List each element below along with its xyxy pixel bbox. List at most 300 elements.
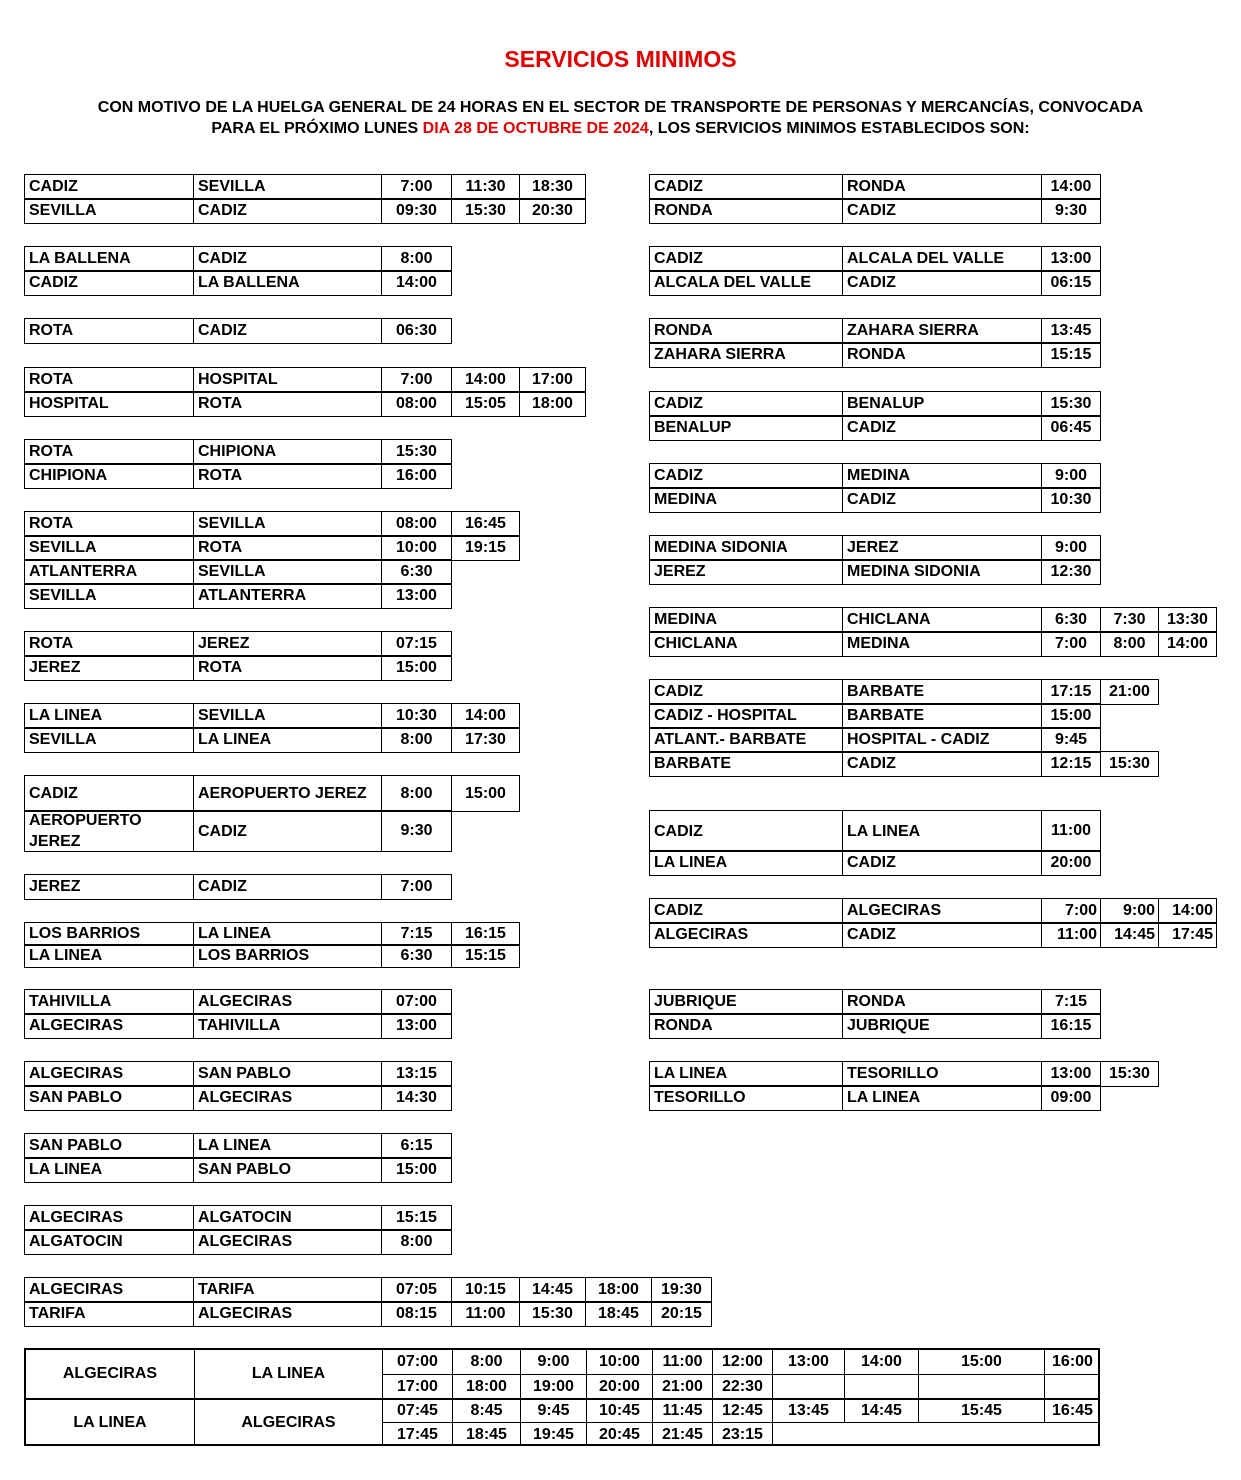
departure-time: 13:00 — [1050, 1065, 1092, 1082]
departure-time: 16:45 — [1052, 1402, 1093, 1419]
departure-time-cell — [381, 990, 451, 1014]
route-row — [24, 1157, 452, 1183]
departure-time: 8:00 — [400, 731, 433, 748]
route-row — [649, 810, 1101, 852]
departure-time-cell — [1041, 199, 1100, 223]
departure-time: 10:45 — [599, 1402, 640, 1419]
departure-time-cell — [1044, 1350, 1100, 1374]
destination-cell — [193, 560, 381, 584]
departure-time: 13:45 — [788, 1402, 829, 1419]
empty-cell — [918, 1374, 1044, 1398]
departure-time-cell — [651, 1302, 711, 1326]
destination: BARBATE — [847, 707, 925, 724]
origin-cell — [650, 752, 842, 776]
destination: LA LINEA — [198, 1137, 272, 1154]
departure-time: 20:15 — [661, 1305, 702, 1322]
origin-cell — [650, 319, 842, 343]
departure-time-cell — [452, 1398, 520, 1422]
origin-cell — [25, 175, 193, 199]
departure-time-cell — [520, 1398, 586, 1422]
departure-time: 20:45 — [599, 1425, 640, 1443]
departure-time: 15:30 — [1050, 395, 1092, 412]
departure-time-cell — [1041, 704, 1100, 728]
departure-time-cell — [451, 199, 519, 223]
departure-time: 17:00 — [532, 371, 573, 388]
origin: MEDINA — [654, 611, 718, 628]
origin: ROTA — [29, 635, 74, 652]
origin-cell — [25, 1014, 193, 1038]
origin-cell — [26, 1398, 194, 1446]
departure-time: 14:45 — [1114, 926, 1155, 943]
departure-time-cell — [381, 1278, 451, 1302]
departure-time: 12:30 — [1050, 563, 1092, 580]
departure-time-cell — [382, 1374, 452, 1398]
destination-cell — [842, 923, 1041, 947]
departure-time: 20:30 — [532, 202, 573, 219]
destination: SAN PABLO — [198, 1065, 292, 1082]
intro-line-2-post: , LOS SERVICIOS MINIMOS ESTABLECIDOS SON: — [648, 120, 1030, 137]
departure-time-cell — [918, 1350, 1044, 1374]
origin: LA LINEA — [654, 854, 728, 871]
destination-cell — [193, 811, 381, 851]
route-row — [24, 1061, 452, 1087]
origin-cell — [25, 728, 193, 752]
origin: CADIZ — [654, 250, 703, 267]
departure-time: 11:30 — [465, 178, 506, 195]
destination-cell — [842, 175, 1041, 199]
origin-cell — [25, 656, 193, 680]
origin-cell — [650, 632, 842, 656]
departure-time-cell — [1041, 1014, 1100, 1038]
departure-time: 10:15 — [465, 1281, 506, 1298]
route-row — [24, 944, 520, 968]
destination-cell — [193, 536, 381, 560]
departure-time-cell — [381, 512, 451, 536]
departure-time-cell — [381, 1062, 451, 1086]
departure-time: 14:00 — [465, 707, 506, 724]
origin-cell — [650, 1086, 842, 1110]
departure-time: 12:45 — [722, 1402, 763, 1419]
departure-time: 17:15 — [1050, 683, 1092, 700]
departure-time: 13:00 — [1050, 250, 1092, 267]
departure-time: 9:30 — [400, 822, 433, 839]
destination: ALGECIRAS — [847, 902, 942, 919]
departure-time-cell — [381, 392, 451, 416]
route-row — [24, 439, 452, 465]
origin-cell — [650, 392, 842, 416]
origin: ALGECIRAS — [654, 926, 749, 943]
departure-time: 11:00 — [662, 1353, 703, 1370]
destination: JEREZ — [847, 539, 899, 556]
departure-time: 18:00 — [598, 1281, 639, 1298]
route-row — [649, 391, 1101, 417]
destination: SAN PABLO — [198, 1161, 292, 1178]
route-row — [649, 246, 1101, 272]
destination-cell — [193, 199, 381, 223]
destination-cell — [842, 632, 1041, 656]
departure-time: 10:30 — [1050, 491, 1092, 508]
destination: CADIZ — [847, 419, 896, 436]
destination: CADIZ — [198, 250, 247, 267]
departure-time: 7:00 — [1064, 902, 1097, 919]
origin: RONDA — [654, 202, 713, 219]
destination-cell — [842, 752, 1041, 776]
origin: AEROPUERTO JEREZ — [29, 812, 142, 850]
route-row — [24, 989, 452, 1015]
route-row — [24, 511, 520, 537]
destination: CADIZ — [847, 854, 896, 871]
departure-time-cell — [381, 945, 451, 967]
destination-cell — [193, 1062, 381, 1086]
origin-cell — [26, 1350, 194, 1398]
route-row — [24, 810, 452, 852]
departure-time-cell — [381, 704, 451, 728]
destination-cell — [193, 247, 381, 271]
destination: HOSPITAL — [198, 371, 278, 388]
destination-cell — [193, 584, 381, 608]
departure-time-cell — [712, 1398, 772, 1422]
departure-time-cell — [772, 1398, 844, 1422]
departure-time: 10:30 — [396, 707, 437, 724]
departure-time-cell — [1041, 392, 1100, 416]
destination-cell — [193, 392, 381, 416]
departure-time-cell — [1100, 632, 1158, 656]
destination: TARIFA — [198, 1281, 255, 1298]
departure-time-cell — [652, 1398, 712, 1422]
origin: ALGATOCIN — [29, 1233, 123, 1250]
departure-time-cell — [1100, 1062, 1158, 1086]
departure-time: 7:00 — [400, 878, 433, 895]
departure-time: 15:30 — [532, 1305, 573, 1322]
origin-cell — [650, 704, 842, 728]
departure-time-cell — [1158, 923, 1216, 947]
departure-time: 11:00 — [465, 1305, 506, 1322]
origin-cell — [25, 811, 193, 851]
departure-time-cell — [451, 945, 519, 967]
origin-cell — [25, 512, 193, 536]
destination-cell — [194, 1398, 382, 1446]
departure-time-cell — [1158, 899, 1216, 923]
origin: RONDA — [654, 322, 713, 339]
origin: ALGECIRAS — [29, 1281, 124, 1298]
origin-cell — [25, 584, 193, 608]
departure-time-cell — [1041, 632, 1100, 656]
route-row — [649, 1061, 1159, 1087]
departure-time-cell — [1041, 752, 1100, 776]
departure-time-cell — [1041, 488, 1100, 512]
departure-time: 14:00 — [1172, 902, 1213, 919]
origin: JEREZ — [654, 563, 706, 580]
destination-cell — [193, 1278, 381, 1302]
origin: SEVILLA — [29, 731, 97, 748]
destination: ALGECIRAS — [198, 993, 293, 1010]
departure-time: 18:45 — [598, 1305, 639, 1322]
departure-time: 15:15 — [396, 1209, 437, 1226]
origin-cell — [650, 175, 842, 199]
departure-time: 08:15 — [396, 1305, 437, 1322]
route-row — [24, 391, 586, 417]
departure-time: 15:45 — [961, 1402, 1002, 1419]
departure-time-cell — [381, 536, 451, 560]
origin: ROTA — [29, 371, 74, 388]
destination-cell — [842, 343, 1041, 367]
departure-time-cell — [381, 199, 451, 223]
departure-time-cell — [519, 1302, 585, 1326]
departure-time: 08:00 — [396, 515, 437, 532]
origin-cell — [650, 560, 842, 584]
departure-time-cell — [1041, 923, 1100, 947]
origin-cell — [25, 536, 193, 560]
route-row — [649, 1085, 1101, 1111]
departure-time: 18:00 — [466, 1377, 507, 1395]
departure-time: 15:30 — [1109, 1065, 1150, 1082]
departure-time-cell — [451, 923, 519, 945]
departure-time: 17:45 — [397, 1425, 438, 1443]
destination-cell — [842, 271, 1041, 295]
route-row — [649, 727, 1101, 753]
departure-time: 22:30 — [722, 1377, 763, 1395]
destination: SEVILLA — [198, 563, 266, 580]
departure-time: 17:00 — [397, 1377, 438, 1395]
departure-time-cell — [452, 1422, 520, 1446]
departure-time-cell — [844, 1350, 918, 1374]
destination-cell — [842, 608, 1041, 632]
departure-time-cell — [1100, 899, 1158, 923]
destination-cell — [842, 464, 1041, 488]
destination: ROTA — [198, 659, 243, 676]
departure-time-cell — [652, 1422, 712, 1446]
origin: ROTA — [29, 443, 74, 460]
route-row — [24, 583, 452, 609]
departure-time-cell — [452, 1350, 520, 1374]
departure-time-cell — [381, 1158, 451, 1182]
departure-time-cell — [586, 1422, 652, 1446]
departure-time-cell — [1041, 271, 1100, 295]
destination: JEREZ — [198, 635, 250, 652]
destination: MEDINA — [847, 467, 911, 484]
departure-time: 7:15 — [400, 925, 433, 942]
departure-time: 06:30 — [396, 322, 437, 339]
departure-time: 7:15 — [1054, 993, 1088, 1010]
departure-time-cell — [1158, 608, 1216, 632]
route-row — [24, 559, 452, 585]
departure-time: 14:00 — [1050, 178, 1092, 195]
departure-time: 7:30 — [1113, 611, 1146, 628]
destination: MEDINA — [847, 635, 911, 652]
route-row — [649, 535, 1101, 561]
departure-time-cell — [381, 368, 451, 392]
departure-time: 15:00 — [961, 1353, 1002, 1370]
destination: SEVILLA — [198, 707, 266, 724]
destination-cell — [193, 175, 381, 199]
departure-time: 15:00 — [1050, 707, 1092, 724]
origin: LA LINEA — [654, 1065, 728, 1082]
departure-time-cell — [381, 175, 451, 199]
departure-time-cell — [451, 536, 519, 560]
departure-time-cell — [382, 1398, 452, 1422]
origin: CADIZ — [654, 467, 703, 484]
destination-cell — [193, 271, 381, 295]
destination: ALCALA DEL VALLE — [847, 250, 1005, 267]
empty-cell — [772, 1374, 844, 1398]
origin-cell — [25, 1302, 193, 1326]
destination-cell — [842, 319, 1041, 343]
destination: MEDINA SIDONIA — [847, 563, 981, 580]
destination-cell — [193, 464, 381, 488]
departure-time-cell — [381, 875, 451, 899]
departure-time: 8:00 — [1113, 635, 1146, 652]
route-row — [24, 922, 520, 946]
destination: RONDA — [847, 178, 906, 195]
route-row — [649, 607, 1217, 633]
origin-cell — [650, 1014, 842, 1038]
departure-time-cell — [451, 368, 519, 392]
origin-cell — [650, 247, 842, 271]
destination-cell — [193, 1014, 381, 1038]
departure-time: 9:45 — [1054, 731, 1088, 748]
origin-cell — [650, 990, 842, 1014]
origin: CADIZ — [654, 683, 703, 700]
departure-time: 09:30 — [396, 202, 437, 219]
origin: JEREZ — [29, 878, 81, 895]
origin-cell — [650, 488, 842, 512]
destination: CHIPIONA — [198, 443, 277, 460]
page-title: SERVICIOS MINIMOS — [504, 46, 737, 72]
departure-time-cell — [1041, 343, 1100, 367]
departure-time-cell — [451, 512, 519, 536]
departure-time: 06:15 — [1050, 274, 1092, 291]
route-row — [649, 1013, 1101, 1039]
departure-time: 19:30 — [661, 1281, 702, 1298]
origin: ZAHARA SIERRA — [654, 346, 786, 363]
destination: ATLANTERRA — [198, 587, 307, 604]
destination-cell — [193, 1230, 381, 1254]
origin: ATLANT.- BARBATE — [654, 731, 807, 748]
destination-cell — [842, 536, 1041, 560]
departure-time-cell — [1041, 851, 1100, 875]
route-row — [649, 415, 1101, 441]
destination: ALGECIRAS — [198, 1089, 293, 1106]
departure-time-cell — [381, 247, 451, 271]
origin-cell — [25, 1062, 193, 1086]
route-row — [649, 703, 1101, 729]
origin-cell — [25, 271, 193, 295]
origin: CADIZ — [654, 395, 703, 412]
departure-time-cell — [1041, 464, 1100, 488]
origin: SAN PABLO — [29, 1137, 123, 1154]
destination: CADIZ — [198, 822, 247, 840]
departure-time-cell — [1158, 632, 1216, 656]
origin-cell — [25, 560, 193, 584]
intro-line-2 — [40, 118, 1201, 139]
origin-cell — [25, 1278, 193, 1302]
route-row — [649, 898, 1217, 924]
departure-time-cell — [1100, 608, 1158, 632]
departure-time: 20:00 — [599, 1377, 640, 1395]
departure-time: 07:00 — [397, 1353, 438, 1370]
destination: CADIZ — [847, 491, 896, 508]
departure-time-cell — [844, 1398, 918, 1422]
departure-time: 19:15 — [465, 539, 506, 556]
origin-cell — [25, 632, 193, 656]
origin: LA LINEA — [29, 1161, 103, 1178]
origin-cell — [25, 990, 193, 1014]
route-row — [24, 703, 520, 729]
destination: ROTA — [198, 467, 243, 484]
departure-time: 16:45 — [465, 515, 506, 532]
departure-time-cell — [382, 1422, 452, 1446]
origin-cell — [25, 1086, 193, 1110]
strike-date: DIA 28 DE OCTUBRE DE 2024 — [422, 120, 649, 137]
route-row — [24, 1013, 452, 1039]
origin-cell — [650, 271, 842, 295]
route-row — [649, 487, 1101, 513]
intro-line-1: CON MOTIVO DE LA HUELGA GENERAL DE 24 HORAS EN EL SECTOR DE TRANSPORTE DE PERSONAS Y MERCANCÍAS, CONVOCADA — [97, 99, 1144, 116]
departure-time-cell — [381, 1014, 451, 1038]
origin-cell — [25, 1158, 193, 1182]
departure-time-cell — [651, 1278, 711, 1302]
departure-time: 13:45 — [1050, 322, 1092, 339]
departure-time-cell — [451, 1302, 519, 1326]
route-row — [24, 174, 586, 200]
departure-time: 07:05 — [396, 1281, 437, 1298]
departure-time: 6:30 — [400, 947, 433, 964]
departure-time: 8:00 — [400, 250, 433, 267]
destination: RONDA — [847, 346, 906, 363]
departure-time: 18:00 — [532, 395, 573, 412]
departure-time: 6:30 — [400, 563, 433, 580]
departure-time: 9:00 — [1054, 467, 1088, 484]
origin-cell — [650, 899, 842, 923]
route-row — [649, 989, 1101, 1015]
departure-time: 20:00 — [1050, 854, 1092, 871]
destination-cell — [193, 1302, 381, 1326]
destination: AEROPUERTO JEREZ — [198, 785, 367, 802]
destination-cell — [842, 680, 1041, 704]
destination: TAHIVILLA — [198, 1017, 281, 1034]
origin: CHIPIONA — [29, 467, 108, 484]
route-row — [24, 535, 520, 561]
departure-time: 09:00 — [1050, 1089, 1092, 1106]
origin-cell — [650, 464, 842, 488]
destination: ALGATOCIN — [198, 1209, 292, 1226]
departure-time: 16:00 — [1052, 1353, 1093, 1370]
route-row — [24, 1133, 452, 1159]
origin-cell — [25, 704, 193, 728]
empty-cell — [772, 1422, 1098, 1446]
route-row — [24, 463, 452, 489]
destination: ALGECIRAS — [198, 1233, 293, 1250]
origin: ATLANTERRA — [29, 563, 138, 580]
route-row — [649, 198, 1101, 224]
departure-time: 18:30 — [532, 178, 573, 195]
origin: TESORILLO — [654, 1089, 746, 1106]
destination: CADIZ — [847, 926, 896, 943]
departure-time-cell — [1041, 1062, 1100, 1086]
departure-time: 9:30 — [1054, 202, 1088, 219]
origin: BARBATE — [654, 755, 732, 772]
departure-time: 14:30 — [396, 1089, 437, 1106]
destination-cell — [842, 990, 1041, 1014]
destination-cell — [193, 1206, 381, 1230]
destination-cell — [194, 1350, 382, 1398]
origin-cell — [25, 1134, 193, 1158]
departure-time-cell — [1100, 680, 1158, 704]
route-row — [24, 874, 452, 900]
origin-cell — [25, 875, 193, 899]
destination-cell — [193, 1086, 381, 1110]
departure-time-cell — [1100, 923, 1158, 947]
